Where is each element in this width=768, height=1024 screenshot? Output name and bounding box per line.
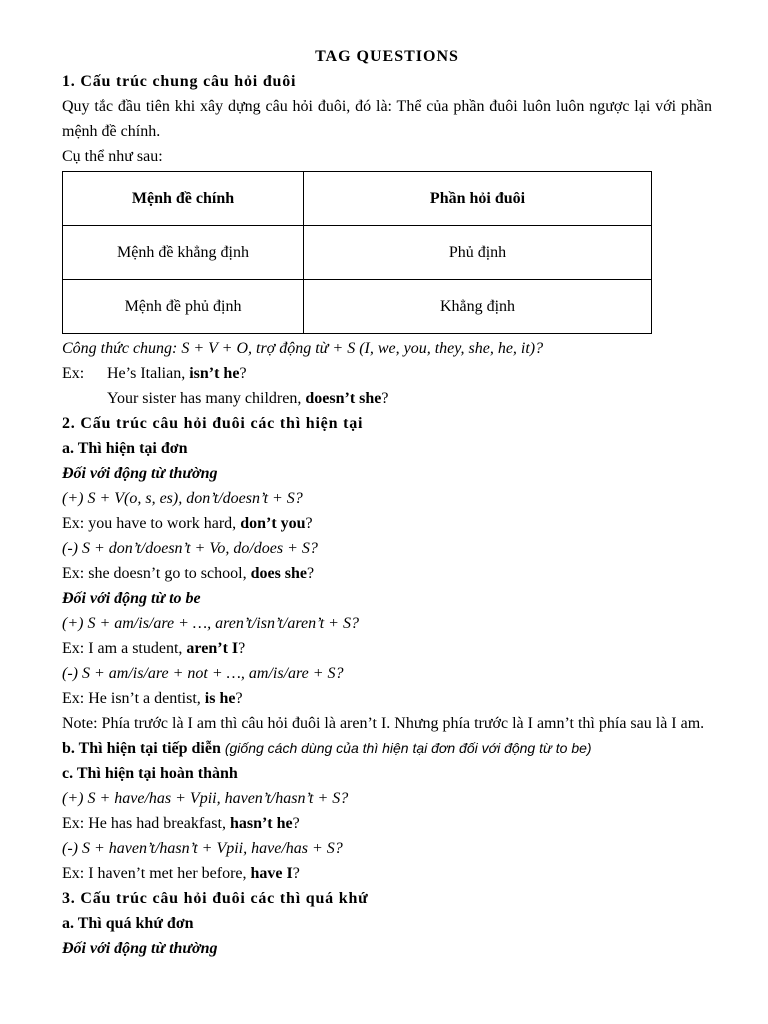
table-header-cell: Phần hỏi đuôi (304, 172, 652, 226)
example-end: ? (307, 565, 315, 582)
note-paragraph: Note: Phía trước là I am thì câu hỏi đuôi là aren’t I. Nhưng phía trước là I amn’t thì phía sau là I am. (62, 715, 705, 732)
example-tag: does she (250, 565, 308, 582)
example-text: Ex: I am a student, (62, 640, 187, 657)
example-tag: doesn’t she (305, 390, 382, 407)
example-tag: hasn’t he (229, 815, 293, 832)
example-end: ? (381, 390, 389, 407)
example-tag: don’t you (240, 515, 306, 532)
verb-type-heading: Đối với động từ thường (62, 465, 218, 482)
example-tag: aren’t I (186, 640, 239, 657)
example-tag: is he (204, 690, 236, 707)
formula-line: (+) S + V(o, s, es), don’t/doesn’t + S? (62, 490, 303, 507)
example-text: Ex: she doesn’t go to school, (62, 565, 251, 582)
table-row (63, 280, 652, 334)
example-line (62, 561, 712, 586)
example-text: Ex: I haven’t met her before, (62, 865, 251, 882)
table-cell: Khẳng định (304, 280, 652, 334)
verb-type-heading: Đối với động từ to be (62, 590, 201, 607)
example-line (62, 861, 712, 886)
example-line (62, 686, 712, 711)
section-1-intro: Cụ thể như sau: (62, 148, 163, 165)
subsection-note: (giống cách dùng của thì hiện tại đơn đối với động từ to be) (224, 740, 592, 756)
table-row (63, 226, 652, 280)
table-cell: Phủ định (304, 226, 652, 280)
example-line (62, 511, 712, 536)
table-cell: Mệnh đề phủ định (63, 280, 304, 334)
table-header-cell: Mệnh đề chính (63, 172, 304, 226)
verb-type-heading: Đối với động từ thường (62, 940, 218, 957)
example-label: Ex: (62, 365, 85, 382)
rule-table (62, 171, 652, 334)
example-tag: have I (250, 865, 293, 882)
document-page (62, 44, 712, 961)
formula-line: (-) S + am/is/are + not + …, am/is/are + S? (62, 665, 344, 682)
subsection-heading: b. Thì hiện tại tiếp diễn (62, 740, 221, 757)
subsection-heading: c. Thì hiện tại hoàn thành (62, 765, 238, 782)
example-end: ? (292, 815, 300, 832)
example-tag: isn’t he (189, 365, 240, 382)
table-cell: Mệnh đề khẳng định (63, 226, 304, 280)
subsection-heading-line (62, 736, 712, 761)
example-end: ? (239, 365, 247, 382)
section-3-heading: 3. Cấu trúc câu hỏi đuôi các thì quá khứ (62, 890, 369, 907)
section-2-heading: 2. Cấu trúc câu hỏi đuôi các thì hiện tại (62, 415, 364, 432)
example-end: ? (292, 865, 300, 882)
example-line (62, 361, 712, 386)
example-text: Ex: He isn’t a dentist, (62, 690, 205, 707)
subsection-heading: a. Thì hiện tại đơn (62, 440, 188, 457)
example-line (62, 386, 712, 411)
section-1-paragraph: Quy tắc đầu tiên khi xây dựng câu hỏi đuôi, đó là: Thể của phần đuôi luôn luôn ngược lại với phần mệnh đề chính. (62, 98, 712, 140)
example-end: ? (235, 690, 243, 707)
example-text: Ex: He has had breakfast, (62, 815, 230, 832)
table-header-row (63, 172, 652, 226)
example-text: Ex: you have to work hard, (62, 515, 241, 532)
formula-line: (+) S + have/has + Vpii, haven’t/hasn’t + S? (62, 790, 349, 807)
example-text: Your sister has many children, (107, 390, 306, 407)
example-end: ? (238, 640, 246, 657)
example-line (62, 811, 712, 836)
page-title: TAG QUESTIONS (315, 48, 459, 65)
general-formula: Công thức chung: S + V + O, trợ động từ + S (I, we, you, they, she, he, it)? (62, 340, 544, 357)
example-line (62, 636, 712, 661)
subsection-heading: a. Thì quá khứ đơn (62, 915, 194, 932)
example-end: ? (305, 515, 313, 532)
section-1-heading: 1. Cấu trúc chung câu hỏi đuôi (62, 73, 297, 90)
formula-line: (-) S + haven’t/hasn’t + Vpii, have/has + S? (62, 840, 343, 857)
example-text: He’s Italian, (107, 365, 190, 382)
formula-line: (+) S + am/is/are + …, aren’t/isn’t/aren’t + S? (62, 615, 359, 632)
formula-line: (-) S + don’t/doesn’t + Vo, do/does + S? (62, 540, 318, 557)
